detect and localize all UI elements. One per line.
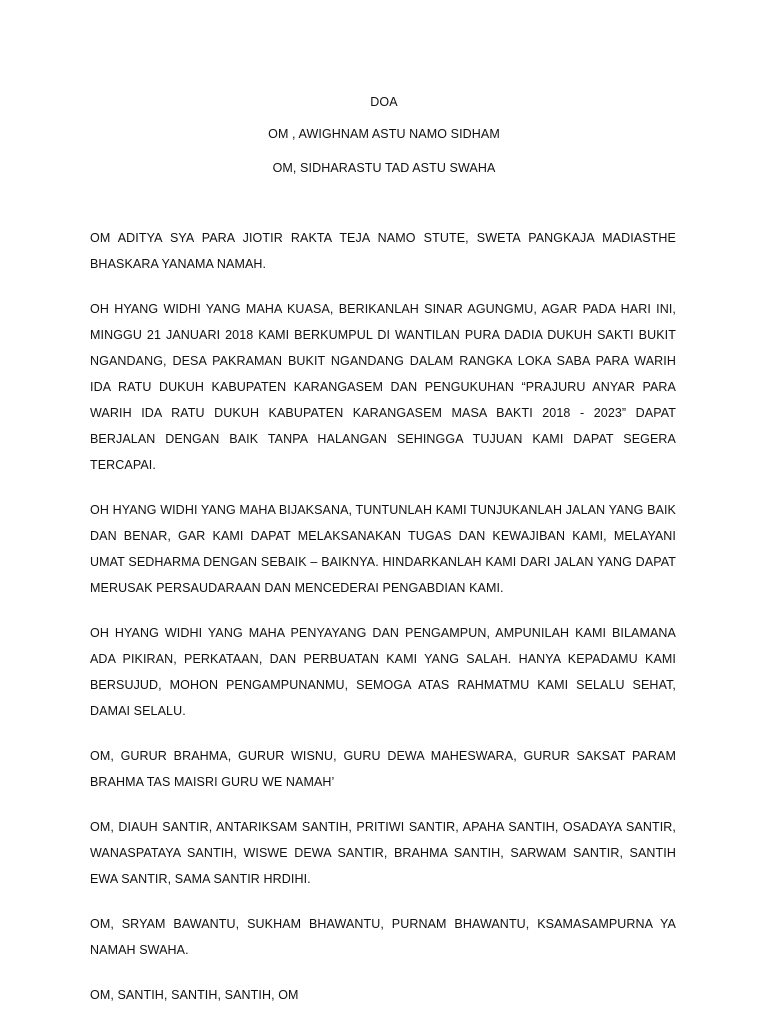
paragraph-5: OM, GURUR BRAHMA, GURUR WISNU, GURU DEWA MAHESWARA, GURUR SAKSAT PARAM BRAHMA TAS MAISRI GURU WE NAMAH’	[90, 749, 676, 789]
paragraph-7: OM, SRYAM BAWANTU, SUKHAM BHAWANTU, PURNAM BHAWANTU, KSAMASAMPURNA YA NAMAH SWAHA.	[90, 917, 676, 957]
paragraph-2: OH HYANG WIDHI YANG MAHA KUASA, BERIKANLAH SINAR AGUNGMU, AGAR PADA HARI INI, MINGGU 21 JANUARI 2018 KAMI BERKUMPUL DI WANTILAN PURA DADIA DUKUH SAKTI BUKIT NGANDANG, DESA PAKRAMAN BUKIT NGANDANG DALAM RANGKA LOKA SABA PARA WARIH IDA RATU DUKUH KABUPATEN KARANGASEM DAN PENGUKUHAN “PRAJURU ANYAR PARA WARIH IDA RATU DUKUH KABUPATEN KARANGASEM MASA BAKTI 2018 - 2023” DAPAT BERJALAN DENGAN BAIK TANPA HALANGAN SEHINGGA TUJUAN KAMI DAPAT SEGERA TERCAPAI.	[90, 302, 676, 472]
paragraph-3: OH HYANG WIDHI YANG MAHA BIJAKSANA, TUNTUNLAH KAMI TUNJUKANLAH JALAN YANG BAIK DAN BENAR, GAR KAMI DAPAT MELAKSANAKAN TUGAS DAN KEWAJIBAN KAMI, MELAYANI UMAT SEDHARMA DENGAN SEBAIK – BAIKNYA. HINDARKANLAH KAMI DARI JALAN YANG DAPAT MERUSAK PERSAUDARAAN DAN MENCEDERAI PENGABDIAN KAMI.	[90, 503, 676, 595]
paragraph-6: OM, DIAUH SANTIR, ANTARIKSAM SANTIH, PRITIWI SANTIR, APAHA SANTIH, OSADAYA SANTIR, WANASPATAYA SANTIH, WISWE DEWA SANTIR, BRAHMA SANTIH, SARWAM SANTIR, SANTIH EWA SANTIR, SAMA SANTIR HRDIHI.	[90, 820, 676, 886]
document-subtitle-1: OM , AWIGHNAM ASTU NAMO SIDHAM	[268, 127, 500, 141]
document-title: DOA	[370, 95, 398, 109]
paragraph-1: OM ADITYA SYA PARA JIOTIR RAKTA TEJA NAMO STUTE, SWETA PANGKAJA MADIASTHE BHASKARA YANAMA NAMAH.	[90, 231, 676, 271]
paragraph-4: OH HYANG WIDHI YANG MAHA PENYAYANG DAN PENGAMPUN, AMPUNILAH KAMI BILAMANA ADA PIKIRAN, PERKATAAN, DAN PERBUATAN KAMI YANG SALAH. HANYA KEPADAMU KAMI BERSUJUD, MOHON PENGAMPUNANMU, SEMOGA ATAS RAHMATMU KAMI SELALU SEHAT, DAMAI SELALU.	[90, 626, 676, 718]
document-subtitle-2: OM, SIDHARASTU TAD ASTU SWAHA	[272, 161, 496, 175]
document-body	[90, 225, 676, 1008]
paragraph-8: OM, SANTIH, SANTIH, SANTIH, OM	[90, 988, 299, 1002]
